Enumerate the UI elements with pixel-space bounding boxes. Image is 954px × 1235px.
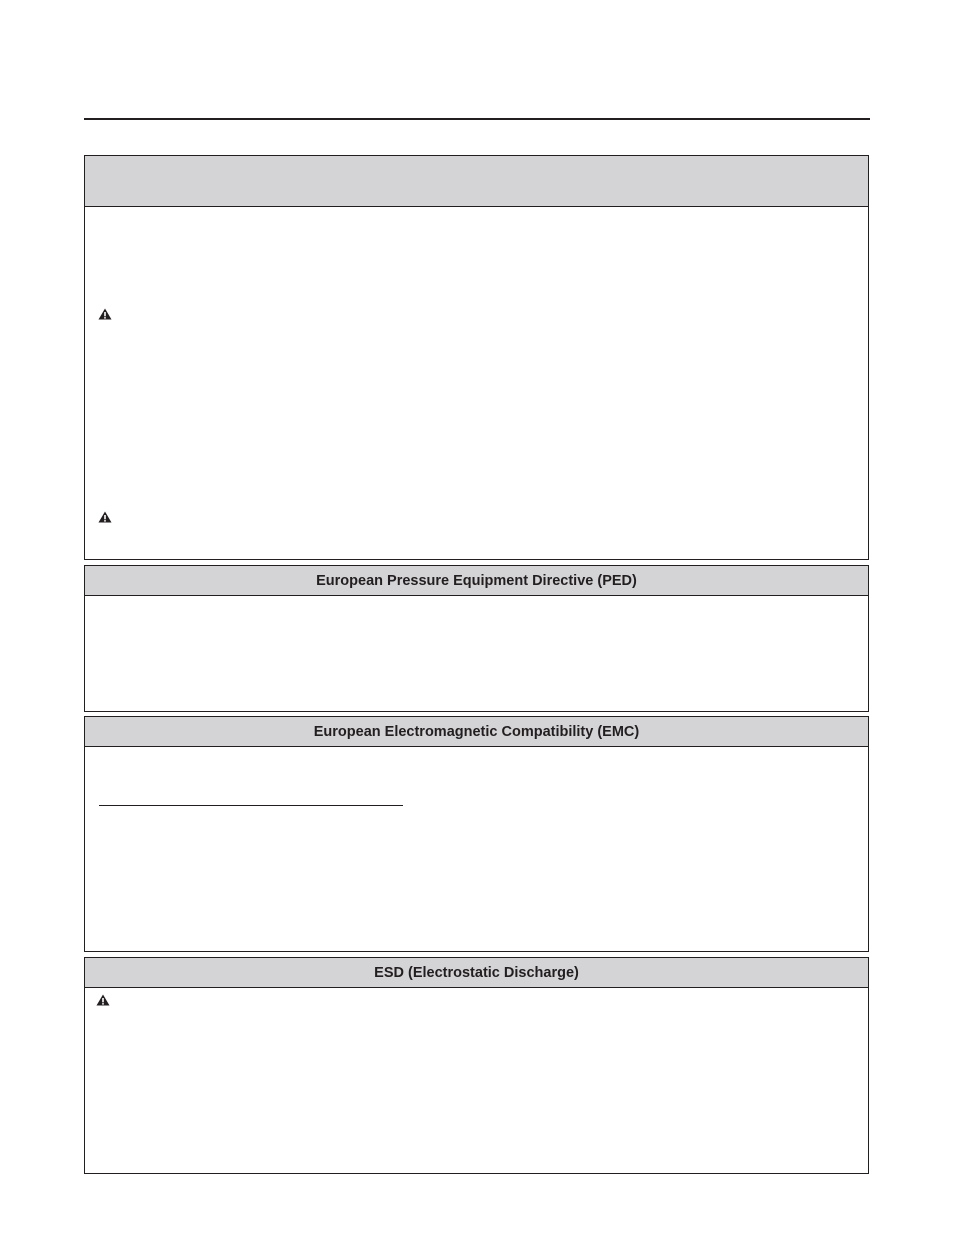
- emc-section: [84, 716, 869, 952]
- emc-section-header: [85, 717, 868, 747]
- ped-section: [84, 565, 869, 712]
- safety-section-body: [85, 207, 868, 559]
- esd-section-body: [85, 988, 868, 1172]
- warning-icon: [98, 308, 112, 320]
- ped-section-header: [85, 566, 868, 596]
- page-top-rule: [84, 118, 870, 120]
- emc-section-body: [85, 747, 868, 950]
- ped-section-title: European Pressure Equipment Directive (PED): [316, 572, 637, 589]
- esd-section-header: [85, 958, 868, 988]
- warning-icon: [98, 511, 112, 523]
- emc-section-title: European Electromagnetic Compatibility (EMC): [313, 723, 640, 740]
- warning-icon: [96, 994, 110, 1006]
- esd-section: [84, 957, 869, 1174]
- signature-line: [99, 805, 403, 806]
- esd-section-title: ESD (Electrostatic Discharge): [374, 964, 579, 981]
- safety-section-header: [85, 156, 868, 207]
- safety-section: [84, 155, 869, 560]
- ped-section-body: [85, 596, 868, 711]
